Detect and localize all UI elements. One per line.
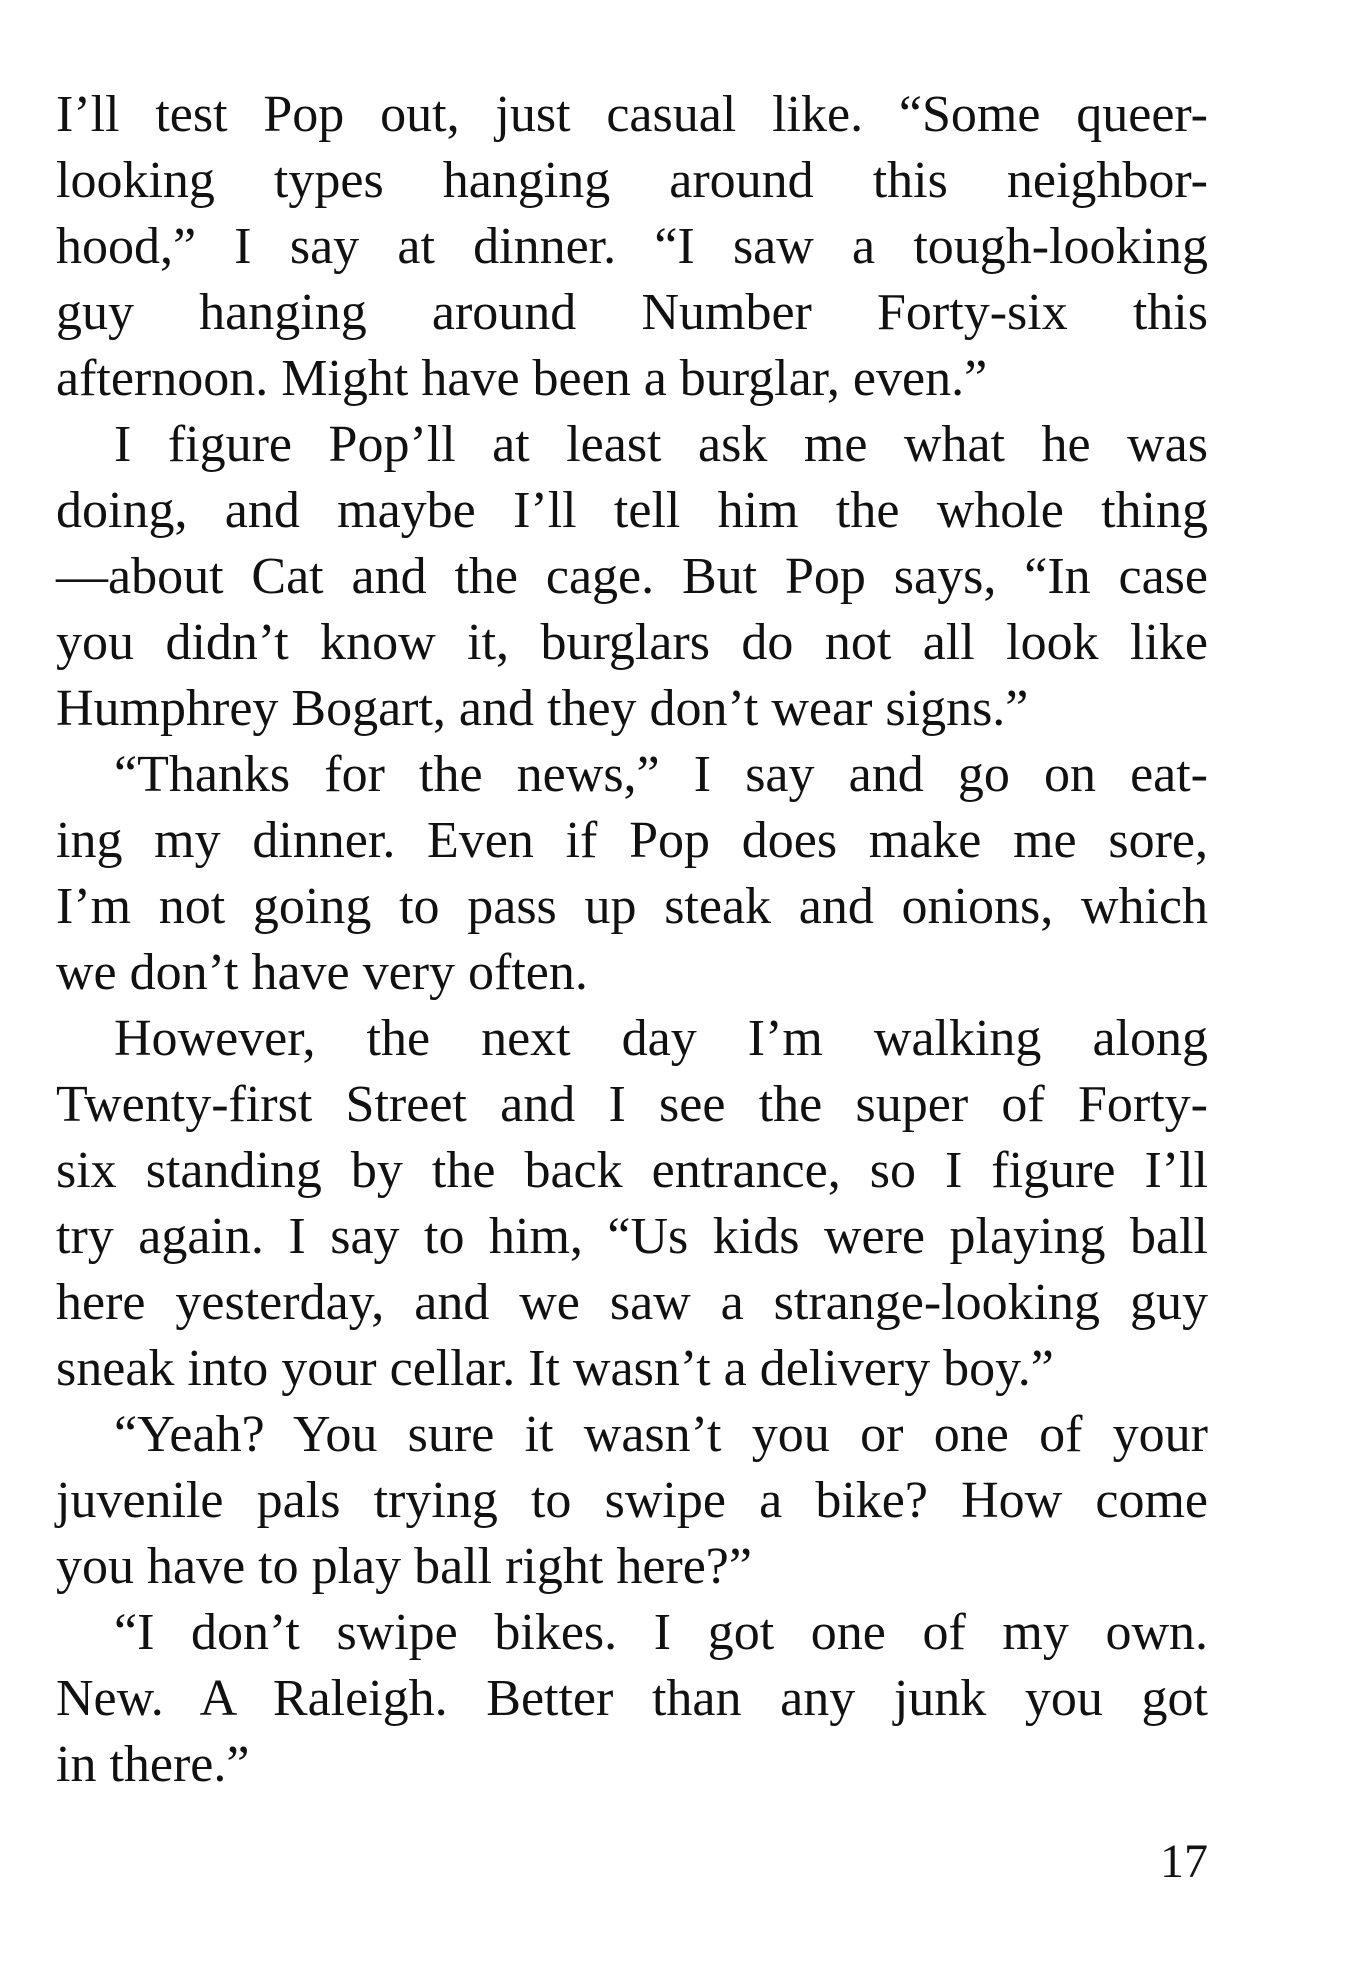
text-line: New. A Raleigh. Better than any junk you got — [56, 1670, 1208, 1727]
text-line: —about Cat and the cage. But Pop says, “In case — [56, 548, 1208, 605]
page-number: 17 — [1160, 1835, 1208, 1888]
text-line: Twenty-first Street and I see the super of Forty- — [56, 1076, 1208, 1133]
paragraph — [56, 412, 1208, 742]
text-line: in there.” — [56, 1736, 250, 1793]
paragraph — [56, 742, 1208, 1006]
text-line: I’ll test Pop out, just casual like. “Some queer- — [56, 86, 1208, 143]
text-line: doing, and maybe I’ll tell him the whole thing — [56, 482, 1208, 539]
paragraph — [56, 1600, 1208, 1798]
text-line: “I don’t swipe bikes. I got one of my own. — [114, 1604, 1208, 1661]
text-line: “Thanks for the news,” I say and go on eat- — [114, 746, 1208, 803]
text-line: ing my dinner. Even if Pop does make me sore, — [56, 812, 1208, 869]
text-line: guy hanging around Number Forty-six this — [56, 284, 1208, 341]
text-line: “Yeah? You sure it wasn’t you or one of your — [114, 1406, 1208, 1463]
text-line: However, the next day I’m walking along — [114, 1010, 1208, 1067]
text-line: afternoon. Might have been a burglar, even.” — [56, 350, 988, 407]
body-text — [56, 82, 1208, 1798]
text-line: try again. I say to him, “Us kids were playing ball — [56, 1208, 1208, 1265]
text-line: you didn’t know it, burglars do not all look like — [56, 614, 1208, 671]
paragraph — [56, 1402, 1208, 1600]
text-line: looking types hanging around this neighbor- — [56, 152, 1208, 209]
paragraph — [56, 1006, 1208, 1402]
text-line: you have to play ball right here?” — [56, 1538, 752, 1595]
text-line: hood,” I say at dinner. “I saw a tough-looking — [56, 218, 1208, 275]
text-line: juvenile pals trying to swipe a bike? How come — [56, 1472, 1208, 1529]
text-line: I’m not going to pass up steak and onions, which — [56, 878, 1208, 935]
paragraph — [56, 82, 1208, 412]
text-line: here yesterday, and we saw a strange-looking guy — [56, 1274, 1208, 1331]
text-line: I figure Pop’ll at least ask me what he was — [114, 416, 1208, 473]
text-line: sneak into your cellar. It wasn’t a delivery boy.” — [56, 1340, 1054, 1397]
text-line: Humphrey Bogart, and they don’t wear signs.” — [56, 680, 1029, 737]
text-line: we don’t have very often. — [56, 944, 588, 1001]
text-line: six standing by the back entrance, so I figure I’ll — [56, 1142, 1208, 1199]
